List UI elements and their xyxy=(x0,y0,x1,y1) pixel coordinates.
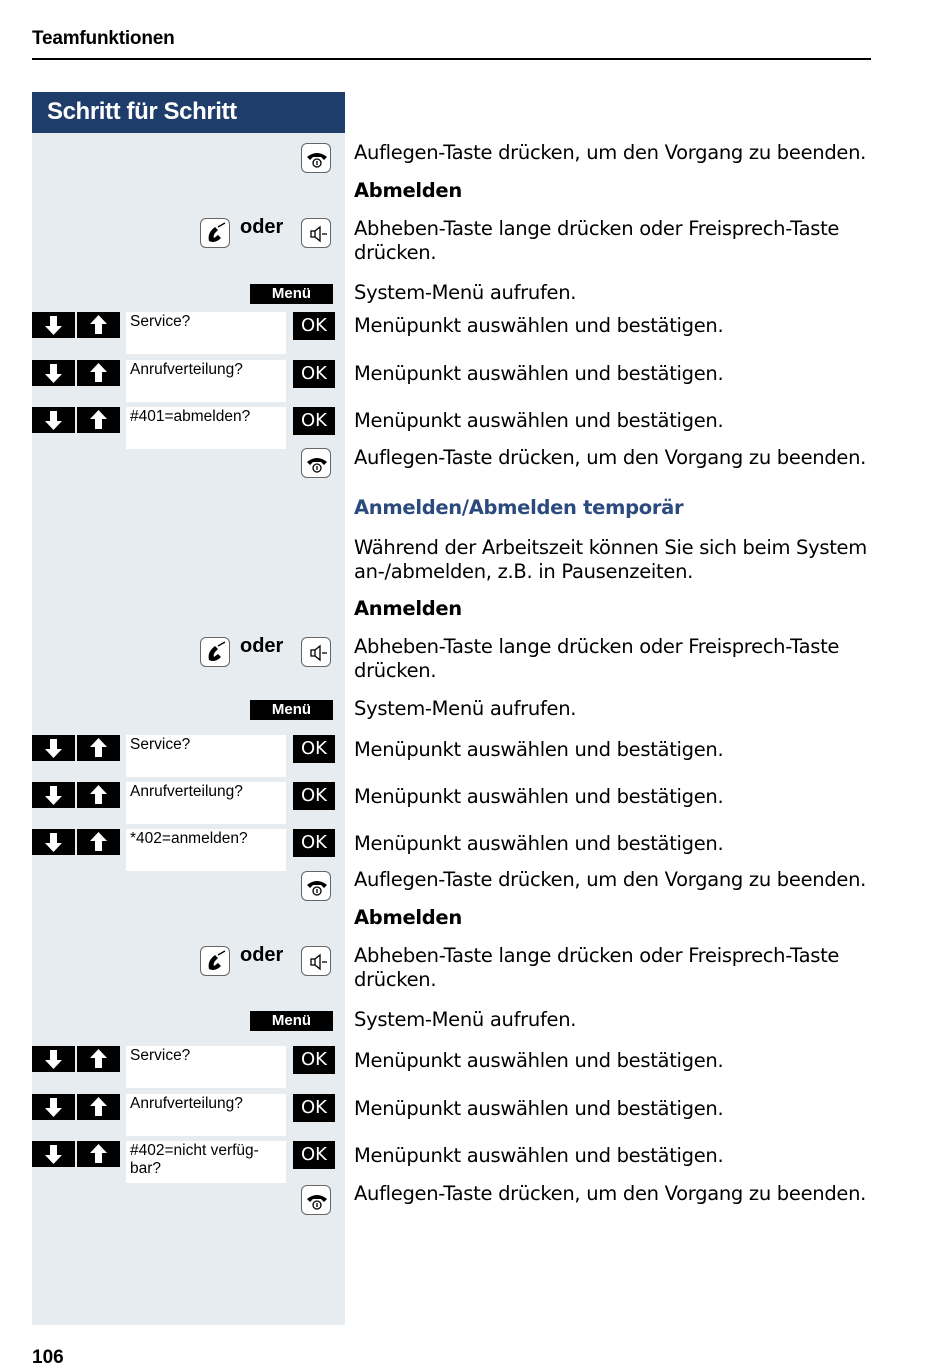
step-text: System-Menü aufrufen. xyxy=(354,281,577,304)
ok-button[interactable]: OK xyxy=(293,735,335,763)
display-text: Anrufverteilung? xyxy=(130,361,243,378)
step-text: Menüpunkt auswählen und bestätigen. xyxy=(354,1049,724,1072)
subheading-abmelden: Abmelden xyxy=(354,179,462,202)
oder-label: oder xyxy=(240,944,284,966)
speaker-key-icon xyxy=(301,946,331,976)
arrow-down-icon[interactable] xyxy=(32,735,75,761)
arrow-up-icon[interactable] xyxy=(77,360,120,386)
menu-button[interactable]: Menü xyxy=(250,1011,333,1031)
arrow-up-icon[interactable] xyxy=(77,1094,120,1120)
display-text: Service? xyxy=(130,736,191,753)
arrow-down-icon[interactable] xyxy=(32,360,75,386)
arrow-up-icon[interactable] xyxy=(77,782,120,808)
menu-nav-row xyxy=(0,829,950,871)
oder-label: oder xyxy=(240,635,284,657)
display-text: Service? xyxy=(130,313,191,330)
page-header-title: Teamfunktionen xyxy=(32,28,175,49)
subheading-abmelden: Abmelden xyxy=(354,906,462,929)
display-field xyxy=(126,782,286,824)
step-text: System-Menü aufrufen. xyxy=(354,697,577,720)
display-field xyxy=(126,735,286,777)
menu-nav-row xyxy=(0,1141,950,1183)
display-field xyxy=(126,1141,286,1183)
arrow-down-icon[interactable] xyxy=(32,829,75,855)
section-heading: Anmelden/Abmelden temporär xyxy=(354,496,684,519)
ok-button[interactable]: OK xyxy=(293,829,335,857)
arrow-down-icon[interactable] xyxy=(32,782,75,808)
ok-button[interactable]: OK xyxy=(293,360,335,388)
display-field xyxy=(126,407,286,449)
menu-nav-row xyxy=(0,360,950,402)
step-text: System-Menü aufrufen. xyxy=(354,1008,577,1031)
ok-button[interactable]: OK xyxy=(293,1141,335,1169)
banner-title: Schritt für Schritt xyxy=(47,98,237,125)
lift-handset-key-icon xyxy=(200,218,230,248)
step-text: Menüpunkt auswählen und bestätigen. xyxy=(354,738,724,761)
menu-nav-row xyxy=(0,407,950,449)
display-field xyxy=(126,360,286,402)
menu-nav-row xyxy=(0,735,950,777)
display-text: Anrufverteilung? xyxy=(130,783,243,800)
step-text: Auflegen-Taste drücken, um den Vorgang zu beenden. xyxy=(354,141,867,164)
step-text: Menüpunkt auswählen und bestätigen. xyxy=(354,832,724,855)
step-text: Auflegen-Taste drücken, um den Vorgang zu beenden. xyxy=(354,1182,867,1205)
step-text: Abheben-Taste lange drücken oder Freisprech-Taste drücken. xyxy=(354,944,840,991)
arrow-down-icon[interactable] xyxy=(32,1094,75,1120)
step-banner xyxy=(32,92,345,133)
subheading-anmelden: Anmelden xyxy=(354,597,462,620)
ok-button[interactable]: OK xyxy=(293,407,335,435)
ok-button[interactable]: OK xyxy=(293,1046,335,1074)
oder-label: oder xyxy=(240,216,284,238)
page-number: 106 xyxy=(32,1347,64,1368)
display-text: #402=nicht verfüg-bar? xyxy=(130,1142,259,1177)
speaker-key-icon xyxy=(301,637,331,667)
header-rule xyxy=(32,58,871,60)
hang-up-key-icon xyxy=(301,143,331,173)
arrow-up-icon[interactable] xyxy=(77,312,120,338)
display-text: *402=anmelden? xyxy=(130,830,248,847)
menu-button[interactable]: Menü xyxy=(250,284,333,304)
lift-handset-key-icon xyxy=(200,946,230,976)
step-text: Menüpunkt auswählen und bestätigen. xyxy=(354,314,724,337)
menu-nav-row xyxy=(0,1094,950,1136)
menu-nav-row xyxy=(0,312,950,354)
speaker-key-icon xyxy=(301,218,331,248)
step-text: Menüpunkt auswählen und bestätigen. xyxy=(354,409,724,432)
display-field xyxy=(126,1094,286,1136)
step-text: Menüpunkt auswählen und bestätigen. xyxy=(354,785,724,808)
step-text: Menüpunkt auswählen und bestätigen. xyxy=(354,1097,724,1120)
arrow-down-icon[interactable] xyxy=(32,407,75,433)
display-field xyxy=(126,829,286,871)
arrow-up-icon[interactable] xyxy=(77,1046,120,1072)
ok-button[interactable]: OK xyxy=(293,312,335,340)
intro-paragraph: Während der Arbeitszeit können Sie sich beim System an-/abmelden, z.B. in Pausenzeiten. xyxy=(354,536,867,583)
display-field xyxy=(126,1046,286,1088)
ok-button[interactable]: OK xyxy=(293,1094,335,1122)
arrow-down-icon[interactable] xyxy=(32,1046,75,1072)
lift-handset-key-icon xyxy=(200,637,230,667)
menu-nav-row xyxy=(0,782,950,824)
arrow-up-icon[interactable] xyxy=(77,407,120,433)
display-field xyxy=(126,312,286,354)
step-text: Abheben-Taste lange drücken oder Freisprech-Taste drücken. xyxy=(354,217,840,264)
display-text: #401=abmelden? xyxy=(130,408,251,425)
menu-button[interactable]: Menü xyxy=(250,700,333,720)
display-text: Service? xyxy=(130,1047,191,1064)
arrow-up-icon[interactable] xyxy=(77,735,120,761)
hang-up-key-icon xyxy=(301,448,331,478)
hang-up-key-icon xyxy=(301,1185,331,1215)
step-text: Auflegen-Taste drücken, um den Vorgang zu beenden. xyxy=(354,868,867,891)
arrow-up-icon[interactable] xyxy=(77,1141,120,1167)
step-text: Abheben-Taste lange drücken oder Freisprech-Taste drücken. xyxy=(354,635,840,682)
step-text: Menüpunkt auswählen und bestätigen. xyxy=(354,362,724,385)
step-text: Auflegen-Taste drücken, um den Vorgang zu beenden. xyxy=(354,446,867,469)
hang-up-key-icon xyxy=(301,871,331,901)
display-text: Anrufverteilung? xyxy=(130,1095,243,1112)
arrow-down-icon[interactable] xyxy=(32,1141,75,1167)
menu-nav-row xyxy=(0,1046,950,1088)
arrow-up-icon[interactable] xyxy=(77,829,120,855)
arrow-down-icon[interactable] xyxy=(32,312,75,338)
ok-button[interactable]: OK xyxy=(293,782,335,810)
step-text: Menüpunkt auswählen und bestätigen. xyxy=(354,1144,724,1167)
